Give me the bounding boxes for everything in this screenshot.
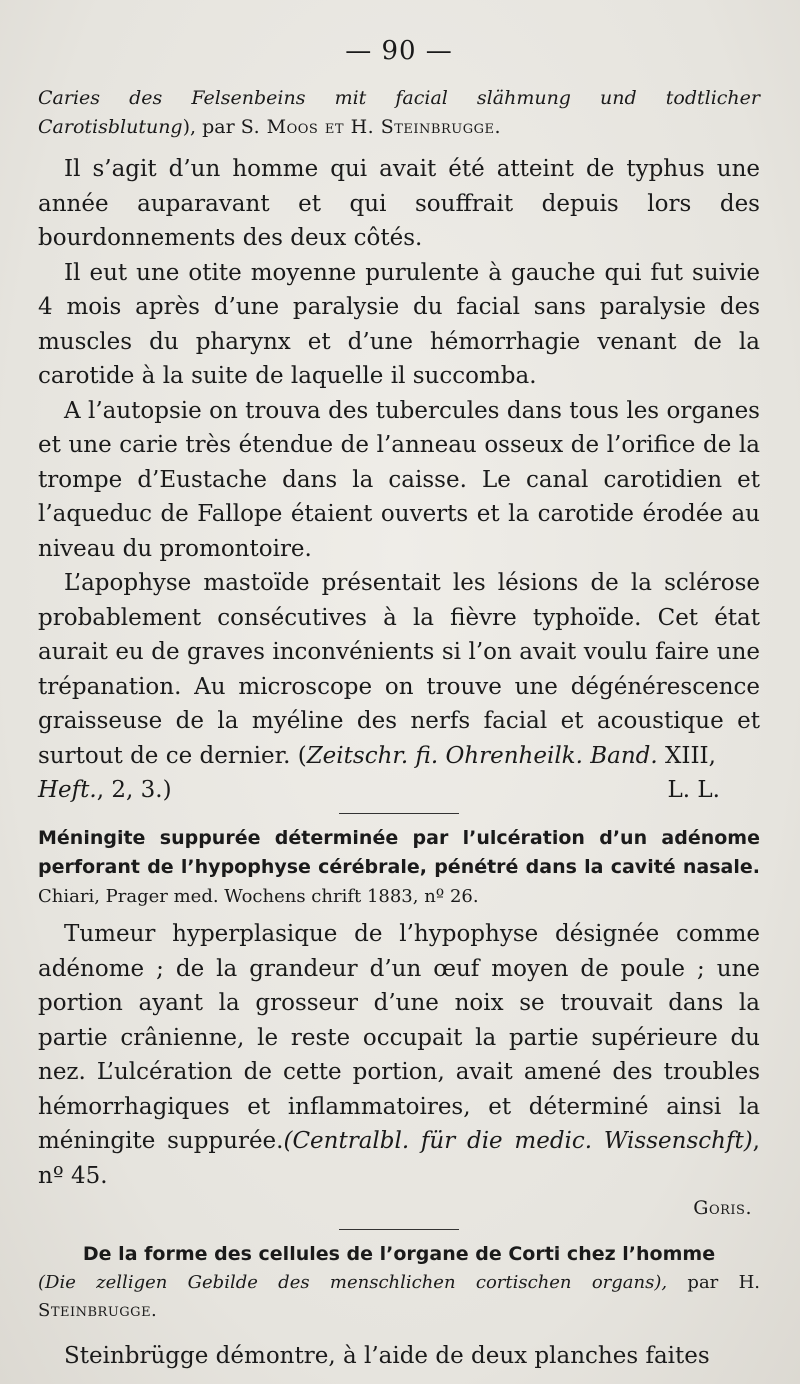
article-1-title-connector: ), par xyxy=(182,116,235,138)
article-1-citation-volume: XIII, xyxy=(665,742,716,769)
article-2-citation-number: , nº 45. xyxy=(38,1128,760,1189)
article-1-citation-journal: Zeitschr. fi. Ohrenheilk. Band. xyxy=(306,742,658,769)
article-1-paragraph-3: A l’autopsie on trouva des tubercules dans tous les organes et une carie très étendue de l’anneau osseux de l’orifice de la trompe d’Eustache dans la caisse. Le canal carotidien et l’aqueduc de Fallope étaient ouverts et la carotide érodée au niveau du promontoire. xyxy=(38,397,760,562)
article-1-paragraph-4-text: L’apophyse mastoïde présentait les lésions de la sclérose probablement consécutives à la fièvre typhoïde. Cet état aurait eu de graves inconvénients si l’on avait voulu faire une trépanation. Au microscope on trouve une dégénérescence graisseuse de la myéline des nerfs facial et acoustique et surtout de ce dernier. xyxy=(38,570,760,769)
article-2-paragraph xyxy=(38,917,760,1193)
article-3-paragraph: Steinbrügge démontre, à l’aide de deux planches faites xyxy=(64,1343,710,1369)
article-1-signature: L. L. xyxy=(667,777,720,803)
article-1-citation-open: ( xyxy=(297,742,307,769)
article-2-signature: Goris. xyxy=(693,1197,752,1219)
page-number: — 90 — xyxy=(345,36,453,66)
article-2-citation: (Centralbl. für die medic. Wissenschft) xyxy=(283,1128,753,1154)
article-3-subtitle-author: Steinbrugge. xyxy=(38,1300,158,1321)
article-1-citation-end xyxy=(38,773,172,807)
article-1-title: Caries des Felsenbeins mit facial slähmung und todtlicher Carotisblutung xyxy=(38,87,760,138)
article-1-authors: S. Moos et H. Steinbrugge. xyxy=(240,116,501,138)
section-divider-2 xyxy=(339,1229,459,1230)
article-2-title: Méningite suppurée déterminée par l’ulcération d’un adénome perforant de l’hypophyse cérébrale, pénétré dans la cavité nasale. xyxy=(38,827,760,878)
article-1-citation-line xyxy=(38,773,760,807)
article-2-paragraph-text: Tumeur hyperplasique de l’hypophyse désignée comme adénome ; de la grandeur d’un œuf moyen de poule ; une portion ayant la grosseur d’une noix se trouvait dans la partie crânienne, le reste occupait la partie supérieure du nez. L’ulcération de cette portion, avait amené des troubles hémorrhagiques et inflammatoires, et déterminé ainsi la méningite suppurée. xyxy=(38,921,760,1154)
article-2-heading xyxy=(38,824,760,911)
article-3-subtitle xyxy=(38,1269,760,1325)
article-3-title: De la forme des cellules de l’organe de Corti chez l’homme xyxy=(82,1243,716,1265)
article-3-subtitle-connector: par H. xyxy=(687,1272,761,1293)
article-1-heading xyxy=(38,84,760,142)
article-1-paragraph-2: Il eut une otite moyenne purulente à gauche qui fut suivie 4 mois après d’une paralysie du facial sans paralysie des muscles du pharynx et d’une hémorrhagie venant de la carotide à la suite de laquelle il succomba. xyxy=(38,259,760,389)
article-1-citation-numbers: , 2, 3.) xyxy=(96,777,172,803)
article-1-paragraph-1: Il s’agit d’un homme qui avait été atteint de typhus une année auparavant et qui souffrait depuis lors des bourdonnements des deux côtés. xyxy=(38,156,760,251)
article-1-citation-heft: Heft. xyxy=(38,777,97,803)
article-3-subtitle-german: (Die zelligen Gebilde des menschlichen cortischen organs), xyxy=(38,1272,668,1293)
article-1-paragraph-4 xyxy=(38,566,760,773)
article-2-source: Chiari, Prager med. Wochens chrift 1883, nº 26. xyxy=(38,886,479,907)
section-divider-1 xyxy=(339,813,459,814)
